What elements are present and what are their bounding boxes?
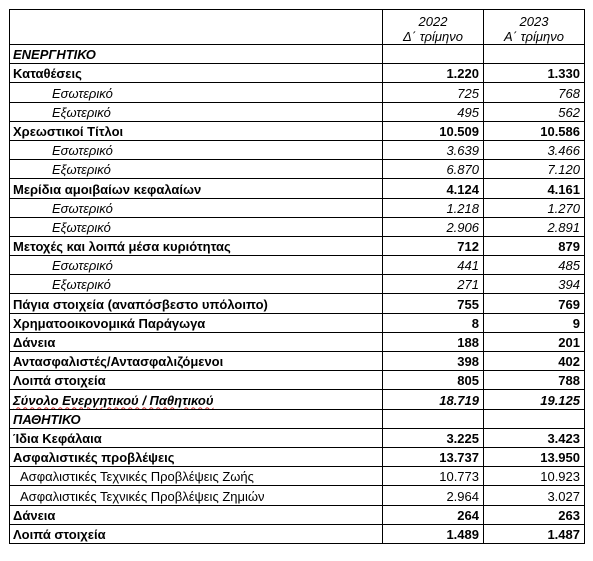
- section-cell-empty: [383, 45, 484, 64]
- table-row: [10, 505, 585, 524]
- table-row: [10, 102, 585, 121]
- table-row: [10, 64, 585, 83]
- row-value-2023: 7.120: [484, 160, 585, 179]
- section-cell-empty: [383, 409, 484, 428]
- row-label: Εσωτερικό: [10, 83, 383, 102]
- row-label: Εσωτερικό: [10, 140, 383, 159]
- row-label: Ασφαλιστικές προβλέψεις: [10, 447, 383, 466]
- section-row-liabilities: [10, 409, 585, 428]
- total-label-text: Σύνολο Ενεργητικού / Παθητικού: [13, 392, 214, 408]
- row-value-2023: 1.487: [484, 524, 585, 543]
- row-label: Ασφαλιστικές Τεχνικές Προβλέψεις Ζημιών: [10, 486, 383, 505]
- row-label: Εξωτερικό: [10, 275, 383, 294]
- table-row: [10, 467, 585, 486]
- row-value-2022: 1.220: [383, 64, 484, 83]
- row-value-2022: 6.870: [383, 160, 484, 179]
- table-row: [10, 486, 585, 505]
- row-value-2022: 495: [383, 102, 484, 121]
- row-value-2023: 3.423: [484, 428, 585, 447]
- row-value-2022: 441: [383, 256, 484, 275]
- row-label: Ασφαλιστικές Τεχνικές Προβλέψεις Ζωής: [10, 467, 383, 486]
- row-label: Εξωτερικό: [10, 217, 383, 236]
- row-value-2022: 725: [383, 83, 484, 102]
- row-value-2023: 263: [484, 505, 585, 524]
- table-row: [10, 524, 585, 543]
- table-row: [10, 121, 585, 140]
- row-label: Εξωτερικό: [10, 160, 383, 179]
- table-row: [10, 160, 585, 179]
- table-row: [10, 447, 585, 466]
- table-row: [10, 236, 585, 255]
- header-row: [10, 10, 585, 45]
- header-empty-cell: [10, 10, 383, 45]
- row-value-2023: 485: [484, 256, 585, 275]
- row-value-2022: 3.639: [383, 140, 484, 159]
- row-value-2022: 8: [383, 313, 484, 332]
- row-value-2023: 394: [484, 275, 585, 294]
- row-value-2023: 879: [484, 236, 585, 255]
- section-cell-empty: [484, 409, 585, 428]
- table-row: [10, 371, 585, 390]
- table-row: [10, 294, 585, 313]
- row-value-2022: 13.737: [383, 447, 484, 466]
- row-value-2023: 3.466: [484, 140, 585, 159]
- row-label: Μετοχές και λοιπά μέσα κυριότητας: [10, 236, 383, 255]
- total-value-2022: 18.719: [383, 390, 484, 409]
- row-value-2022: 4.124: [383, 179, 484, 198]
- row-label: Χρηματοοικονομικά Παράγωγα: [10, 313, 383, 332]
- table-row: [10, 332, 585, 351]
- row-value-2023: 3.027: [484, 486, 585, 505]
- table-row: [10, 313, 585, 332]
- header-col-2022-period: Δ΄ τρίμηνο: [403, 29, 463, 44]
- row-value-2022: 10.509: [383, 121, 484, 140]
- table-row: [10, 428, 585, 447]
- row-value-2022: 1.218: [383, 198, 484, 217]
- row-value-2022: 712: [383, 236, 484, 255]
- row-value-2023: 769: [484, 294, 585, 313]
- balance-sheet-table: [9, 9, 585, 544]
- row-label: Πάγια στοιχεία (αναπόσβεστο υπόλοιπο): [10, 294, 383, 313]
- section-cell-empty: [484, 45, 585, 64]
- row-value-2022: 188: [383, 332, 484, 351]
- balance-sheet-document: [9, 9, 584, 544]
- header-col-2022-year: 2022: [418, 14, 448, 29]
- total-row: [10, 390, 585, 409]
- header-col-2023-year: 2023: [519, 14, 549, 29]
- liabilities-rows: [10, 428, 585, 543]
- row-label: Εξωτερικό: [10, 102, 383, 121]
- table-row: [10, 352, 585, 371]
- section-row-assets: [10, 45, 585, 64]
- row-value-2023: 768: [484, 83, 585, 102]
- table-row: [10, 217, 585, 236]
- row-value-2023: 2.891: [484, 217, 585, 236]
- row-label: Δάνεια: [10, 332, 383, 351]
- row-value-2023: 1.330: [484, 64, 585, 83]
- row-value-2023: 10.586: [484, 121, 585, 140]
- header-col-2022: [383, 10, 484, 45]
- row-label: Λοιπά στοιχεία: [10, 371, 383, 390]
- table-row: [10, 179, 585, 198]
- section-title-assets: ΕΝΕΡΓΗΤΙΚΟ: [10, 45, 383, 64]
- row-value-2022: 755: [383, 294, 484, 313]
- table-row: [10, 83, 585, 102]
- row-value-2023: 562: [484, 102, 585, 121]
- row-value-2022: 2.964: [383, 486, 484, 505]
- row-value-2022: 2.906: [383, 217, 484, 236]
- row-label: Καταθέσεις: [10, 64, 383, 83]
- row-value-2023: 13.950: [484, 447, 585, 466]
- header-col-2023-period: Α΄ τρίμηνο: [504, 29, 564, 44]
- table-row: [10, 275, 585, 294]
- row-value-2022: 805: [383, 371, 484, 390]
- row-value-2023: 402: [484, 352, 585, 371]
- row-value-2023: 788: [484, 371, 585, 390]
- row-value-2022: 271: [383, 275, 484, 294]
- assets-rows: [10, 64, 585, 390]
- table-row: [10, 198, 585, 217]
- row-value-2022: 1.489: [383, 524, 484, 543]
- row-value-2022: 3.225: [383, 428, 484, 447]
- row-label: Εσωτερικό: [10, 198, 383, 217]
- row-value-2022: 398: [383, 352, 484, 371]
- row-value-2023: 1.270: [484, 198, 585, 217]
- row-label: Λοιπά στοιχεία: [10, 524, 383, 543]
- row-label: Δάνεια: [10, 505, 383, 524]
- row-value-2023: 201: [484, 332, 585, 351]
- row-value-2023: 9: [484, 313, 585, 332]
- table-row: [10, 256, 585, 275]
- row-label: Χρεωστικοί Τίτλοι: [10, 121, 383, 140]
- total-label: [10, 390, 383, 409]
- row-label: Ίδια Κεφάλαια: [10, 428, 383, 447]
- total-value-2023: 19.125: [484, 390, 585, 409]
- table-row: [10, 140, 585, 159]
- row-value-2022: 264: [383, 505, 484, 524]
- section-title-liabilities: ΠΑΘΗΤΙΚΟ: [10, 409, 383, 428]
- header-col-2023: [484, 10, 585, 45]
- row-label: Μερίδια αμοιβαίων κεφαλαίων: [10, 179, 383, 198]
- row-label: Εσωτερικό: [10, 256, 383, 275]
- row-label: Αντασφαλιστές/Αντασφαλιζόμενοι: [10, 352, 383, 371]
- row-value-2023: 10.923: [484, 467, 585, 486]
- row-value-2022: 10.773: [383, 467, 484, 486]
- row-value-2023: 4.161: [484, 179, 585, 198]
